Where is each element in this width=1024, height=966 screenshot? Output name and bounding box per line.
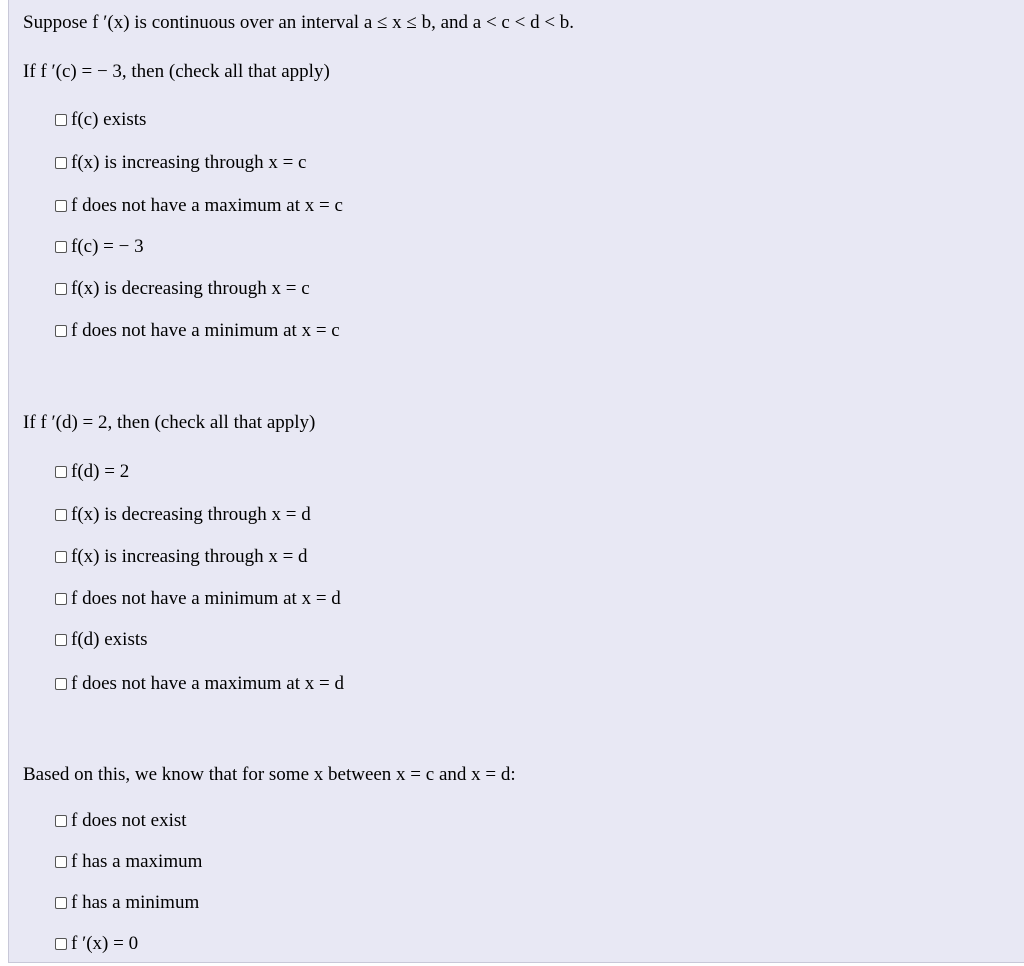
checkbox[interactable]	[55, 241, 67, 253]
checkbox[interactable]	[55, 551, 67, 563]
checkbox[interactable]	[55, 114, 67, 126]
checkbox[interactable]	[55, 856, 67, 868]
checkbox[interactable]	[55, 283, 67, 295]
q2-prompt: If f ′(d) = 2, then (check all that apply)	[23, 412, 316, 433]
q1-option-3[interactable]	[55, 194, 343, 218]
checkbox[interactable]	[55, 325, 67, 337]
q1-option-1[interactable]	[55, 108, 146, 132]
q3-option-1[interactable]	[55, 809, 187, 833]
checkbox[interactable]	[55, 634, 67, 646]
option-label: f does not exist	[71, 810, 187, 831]
option-label: f(c) = − 3	[71, 236, 144, 257]
option-label: f(d) = 2	[71, 461, 130, 482]
option-label: f(x) is increasing through x = c	[71, 152, 307, 173]
q2-option-3[interactable]	[55, 545, 308, 569]
checkbox[interactable]	[55, 678, 67, 690]
option-label: f does not have a maximum at x = d	[71, 673, 344, 694]
checkbox[interactable]	[55, 200, 67, 212]
option-label: f ′(x) = 0	[71, 933, 139, 954]
question-panel	[8, 0, 1024, 963]
q1-option-5[interactable]	[55, 277, 310, 301]
checkbox[interactable]	[55, 157, 67, 169]
q1-prompt: If f ′(c) = − 3, then (check all that apply)	[23, 61, 330, 82]
q1-option-6[interactable]	[55, 319, 340, 343]
option-label: f does not have a maximum at x = c	[71, 195, 343, 216]
q2-option-4[interactable]	[55, 587, 341, 611]
q2-option-2[interactable]	[55, 503, 311, 527]
checkbox[interactable]	[55, 466, 67, 478]
checkbox[interactable]	[55, 938, 67, 950]
q3-option-2[interactable]	[55, 850, 202, 874]
option-label: f(x) is increasing through x = d	[71, 546, 308, 567]
option-label: f has a maximum	[71, 851, 203, 872]
checkbox[interactable]	[55, 509, 67, 521]
checkbox[interactable]	[55, 593, 67, 605]
q2-option-1[interactable]	[55, 460, 129, 484]
option-label: f does not have a minimum at x = d	[71, 588, 341, 609]
checkbox[interactable]	[55, 815, 67, 827]
q1-option-2[interactable]	[55, 151, 307, 175]
option-label: f(c) exists	[71, 109, 147, 130]
intro-text: Suppose f ′(x) is continuous over an interval a ≤ x ≤ b, and a < c < d < b.	[23, 12, 575, 33]
option-label: f(x) is decreasing through x = d	[71, 504, 311, 525]
checkbox[interactable]	[55, 897, 67, 909]
q1-option-4[interactable]	[55, 235, 144, 259]
q2-option-6[interactable]	[55, 672, 344, 696]
option-label: f(x) is decreasing through x = c	[71, 278, 310, 299]
option-label: f(d) exists	[71, 629, 148, 650]
q3-option-3[interactable]	[55, 891, 199, 915]
option-label: f has a minimum	[71, 892, 200, 913]
q3-option-4[interactable]	[55, 932, 138, 956]
q3-prompt: Based on this, we know that for some x between x = c and x = d:	[23, 764, 516, 785]
option-label: f does not have a minimum at x = c	[71, 320, 340, 341]
q2-option-5[interactable]	[55, 628, 148, 652]
